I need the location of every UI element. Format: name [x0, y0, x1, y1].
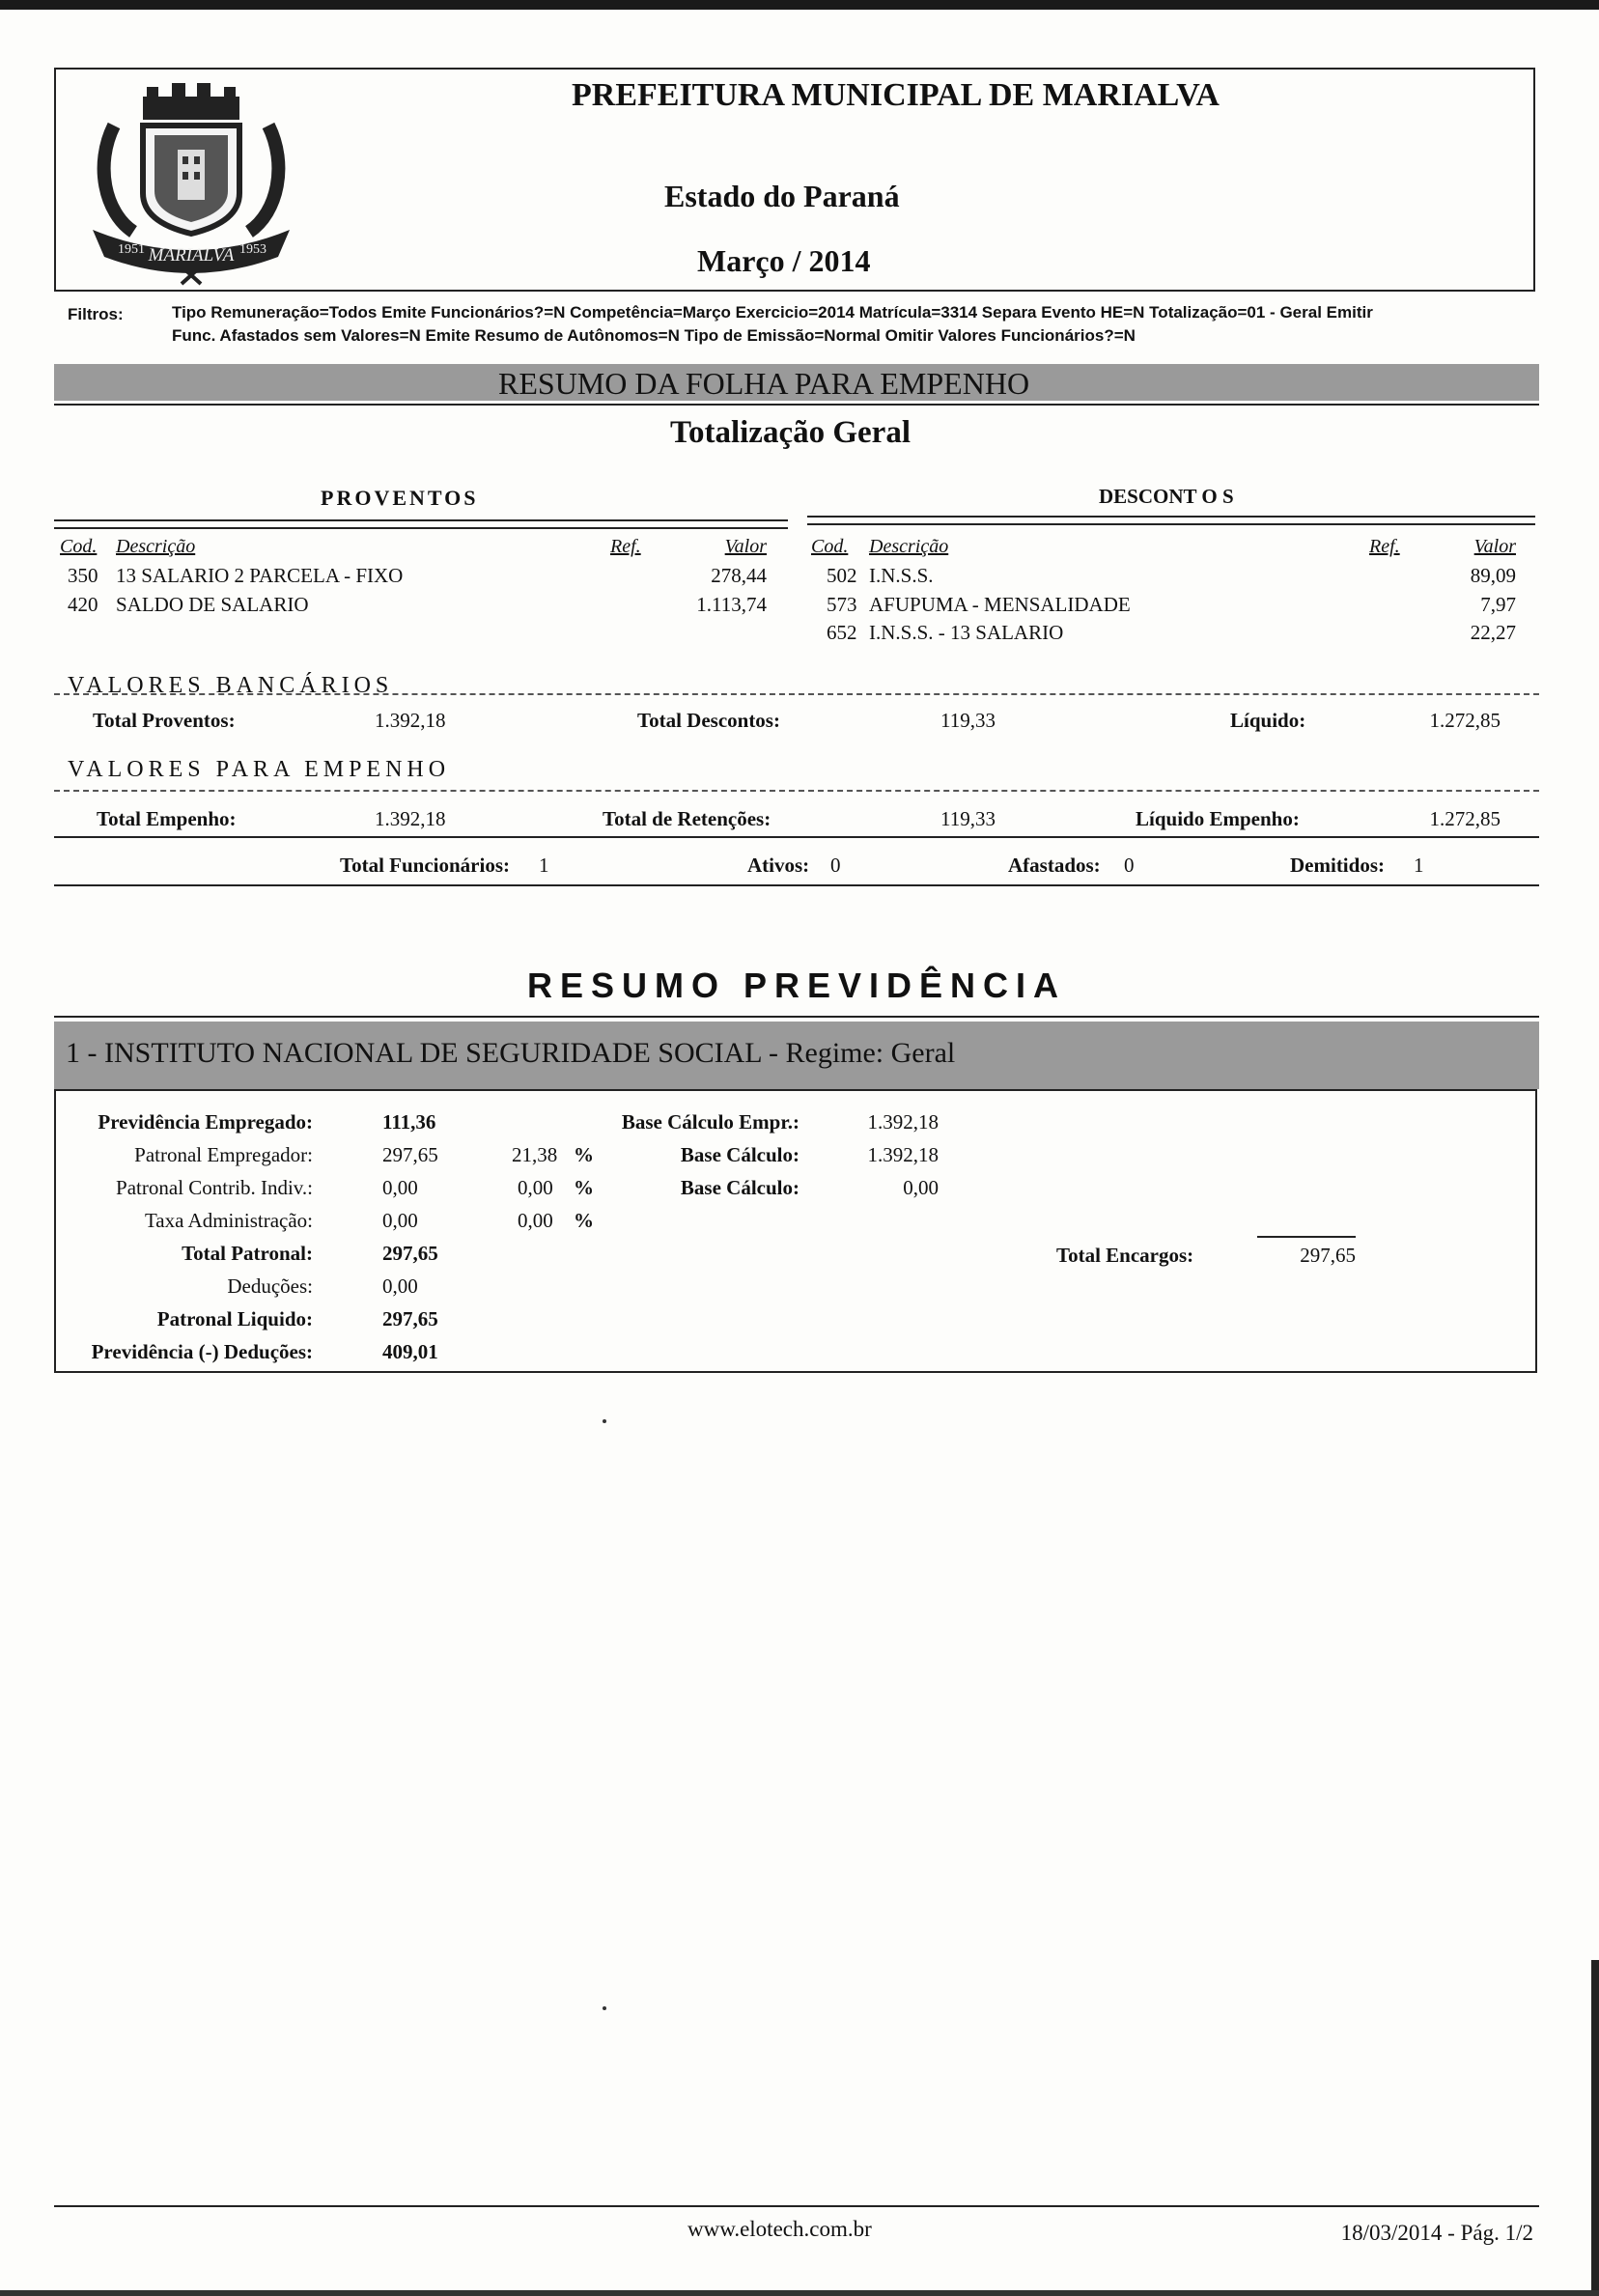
crest-banner-text: MARIALVA: [148, 245, 235, 266]
total-funcionarios-value: 1: [539, 854, 549, 877]
descontos-col-ref: Ref.: [1369, 536, 1400, 557]
scan-edge-top: [0, 0, 1599, 10]
ativos-label: Ativos:: [747, 854, 810, 877]
descontos-col-cod: Cod.: [811, 536, 849, 557]
summary-subtitle: Totalização Geral: [670, 415, 911, 450]
previdencia-row-label: Patronal Empregador:: [134, 1143, 313, 1166]
municipal-crest-logo: [85, 77, 297, 290]
descontos-valor: 89,09: [1470, 564, 1516, 587]
previdencia-row-value: 0,00: [382, 1209, 418, 1232]
descontos-cod: 652: [827, 621, 857, 644]
crest-year-left: 1951: [118, 242, 145, 257]
previdencia-row-label: Total Patronal:: [182, 1242, 313, 1265]
percent-sign: %: [574, 1176, 594, 1199]
descontos-heading: DESCONT O S: [1099, 485, 1234, 508]
base-calculo-value: 1.392,18: [867, 1110, 939, 1134]
proventos-rule-2: [54, 527, 788, 529]
base-calculo-label: Base Cálculo Empr.:: [621, 1110, 800, 1134]
previdencia-top-rule: [54, 1016, 1539, 1018]
descontos-col-desc: Descrição: [869, 536, 949, 557]
total-proventos-value: 1.392,18: [375, 709, 446, 732]
previdencia-row-value: 297,65: [382, 1307, 438, 1330]
total-empenho-value: 1.392,18: [375, 807, 446, 830]
liquido-empenho-label: Líquido Empenho:: [1136, 807, 1300, 830]
previdencia-row-label: Previdência Empregado:: [98, 1110, 313, 1134]
previdencia-row-label: Patronal Liquido:: [156, 1307, 313, 1330]
previdencia-row-label: Previdência (-) Deduções:: [91, 1340, 313, 1363]
percent-value: 0,00: [518, 1176, 553, 1199]
total-empenho-label: Total Empenho:: [97, 807, 237, 830]
crest-year-right: 1953: [239, 242, 266, 257]
demitidos-value: 1: [1414, 854, 1424, 877]
descontos-rule-1: [807, 516, 1535, 518]
proventos-col-valor: Valor: [724, 536, 767, 557]
footer-rule: [54, 2205, 1539, 2207]
percent-sign: %: [574, 1209, 594, 1232]
percent-sign: %: [574, 1143, 594, 1166]
summary-bar-underline: [54, 404, 1539, 406]
proventos-col-cod: Cod.: [60, 536, 98, 557]
total-funcionarios-label: Total Funcionários:: [340, 854, 510, 877]
empenho-dashed-rule: [54, 790, 1539, 792]
total-encargos-value: 297,65: [1300, 1244, 1356, 1267]
total-encargos-rule: [1257, 1236, 1356, 1238]
filters-line-2: Func. Afastados sem Valores=N Emite Resumo de Autônomos=N Tipo de Emissão=Normal Omitir Valores Funcionários?=N: [172, 326, 1136, 345]
total-retencoes-label: Total de Retenções:: [603, 807, 771, 830]
previdencia-row-value: 0,00: [382, 1274, 418, 1298]
total-retencoes-value: 119,33: [940, 807, 996, 830]
descontos-cod: 502: [827, 564, 857, 587]
base-calculo-label: Base Cálculo:: [680, 1143, 800, 1166]
afastados-label: Afastados:: [1008, 854, 1101, 877]
proventos-cod: 420: [68, 593, 98, 616]
previdencia-row-value: 297,65: [382, 1242, 438, 1265]
previdencia-row-label: Taxa Administração:: [144, 1209, 313, 1232]
descontos-desc: AFUPUMA - MENSALIDADE: [869, 593, 1131, 616]
liquido-label: Líquido:: [1230, 709, 1306, 732]
base-calculo-value: 1.392,18: [867, 1143, 939, 1166]
regime-title: 1 - INSTITUTO NACIONAL DE SEGURIDADE SOCIAL - Regime: Geral: [66, 1037, 956, 1069]
base-calculo-label: Base Cálculo:: [680, 1176, 800, 1199]
liquido-empenho-value: 1.272,85: [1429, 807, 1501, 830]
descontos-desc: I.N.S.S. - 13 SALARIO: [869, 621, 1064, 644]
proventos-desc: SALDO DE SALARIO: [116, 593, 309, 616]
total-descontos-value: 119,33: [940, 709, 996, 732]
proventos-heading: PROVENTOS: [321, 486, 479, 510]
proventos-desc: 13 SALARIO 2 PARCELA - FIXO: [116, 564, 404, 587]
previdencia-row-label: Patronal Contrib. Indiv.:: [116, 1176, 313, 1199]
filters-label: Filtros:: [68, 305, 124, 323]
descontos-rule-2: [807, 523, 1535, 525]
previdencia-row-value: 297,65: [382, 1143, 438, 1166]
state-subtitle: Estado do Paraná: [664, 179, 900, 213]
base-calculo-value: 0,00: [903, 1176, 939, 1199]
bancarios-heading: VALORES BANCÁRIOS: [68, 673, 394, 698]
proventos-rule-1: [54, 519, 788, 521]
proventos-col-ref: Ref.: [610, 536, 641, 557]
demitidos-label: Demitidos:: [1290, 854, 1385, 877]
empenho-heading: VALORES PARA EMPENHO: [68, 757, 451, 782]
scan-edge-right: [1591, 1960, 1599, 2296]
liquido-value: 1.272,85: [1429, 709, 1501, 732]
previdencia-row-value: 0,00: [382, 1176, 418, 1199]
footer-site: www.elotech.com.br: [687, 2217, 872, 2241]
proventos-valor: 1.113,74: [696, 593, 767, 616]
scan-edge-bottom: [0, 2290, 1599, 2296]
footer-date-page: 18/03/2014 - Pág. 1/2: [1340, 2221, 1533, 2245]
total-proventos-label: Total Proventos:: [93, 709, 236, 732]
descontos-valor: 22,27: [1470, 621, 1516, 644]
period-subtitle: Março / 2014: [697, 243, 871, 278]
municipality-title: PREFEITURA MUNICIPAL DE MARIALVA: [572, 77, 1220, 113]
descontos-cod: 573: [827, 593, 857, 616]
scan-speck: [603, 1419, 606, 1423]
percent-value: 0,00: [518, 1209, 553, 1232]
previdencia-row-value: 111,36: [382, 1110, 436, 1134]
ativos-value: 0: [830, 854, 841, 877]
filters-line-1: Tipo Remuneração=Todos Emite Funcionários?=N Competência=Março Exercicio=2014 Matrícula=3314 Separa Evento HE=N Totalização=01 - Geral Emitir: [172, 303, 1373, 322]
previdencia-row-label: Deduções:: [227, 1274, 313, 1298]
percent-value: 21,38: [512, 1143, 558, 1166]
proventos-col-desc: Descrição: [116, 536, 196, 557]
total-encargos-label: Total Encargos:: [1056, 1244, 1194, 1267]
funcionarios-bottom-rule: [54, 884, 1539, 886]
empenho-bottom-rule: [54, 836, 1539, 838]
descontos-col-valor: Valor: [1473, 536, 1516, 557]
previdencia-title: RESUMO PREVIDÊNCIA: [527, 966, 1067, 1005]
total-descontos-label: Total Descontos:: [637, 709, 780, 732]
descontos-valor: 7,97: [1480, 593, 1516, 616]
proventos-cod: 350: [68, 564, 98, 587]
summary-title: RESUMO DA FOLHA PARA EMPENHO: [498, 366, 1030, 401]
scan-speck: [603, 2006, 606, 2010]
previdencia-row-value: 409,01: [382, 1340, 438, 1363]
afastados-value: 0: [1124, 854, 1135, 877]
bancarios-dashed-rule: [54, 693, 1539, 695]
proventos-valor: 278,44: [711, 564, 767, 587]
descontos-desc: I.N.S.S.: [869, 564, 934, 587]
